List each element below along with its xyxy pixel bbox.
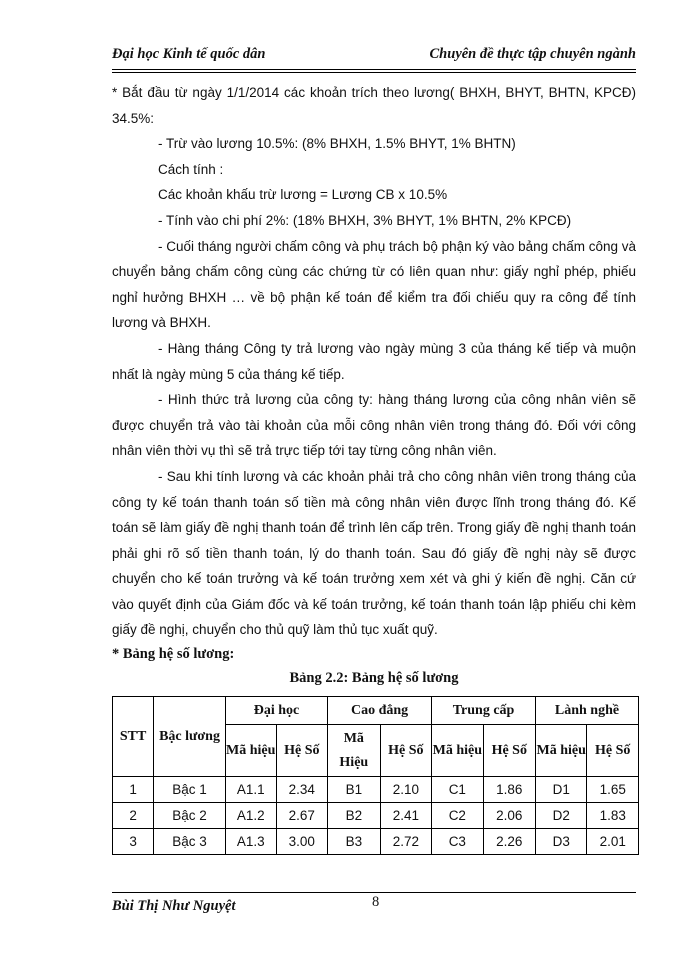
header-group-college: Cao đẳng xyxy=(328,697,432,725)
salary-coefficient-table xyxy=(112,696,639,855)
cell-code: C3 xyxy=(432,829,483,855)
paragraph-salary-deduction: - Trừ vào lương 10.5%: (8% BHXH, 1.5% BHYT, 1% BHTN) xyxy=(158,136,516,152)
footer-divider xyxy=(112,892,636,893)
cell-code: C2 xyxy=(432,803,483,829)
paragraph-contribution-rates: * Bắt đầu từ ngày 1/1/2014 các khoản trích theo lương( BHXH, BHYT, BHTN, KPCĐ) 34.5%: xyxy=(112,85,636,126)
paragraph-calculation-label: Cách tính : xyxy=(158,161,224,177)
cell-coefficient: 2.26 xyxy=(483,829,535,855)
cell-code: B2 xyxy=(328,803,381,829)
table-caption: Bảng 2.2: Bảng hệ số lương xyxy=(289,670,459,686)
header-code: Mã Hiệu xyxy=(328,725,381,777)
cell-coefficient: 2.34 xyxy=(276,777,327,803)
header-divider xyxy=(112,69,636,73)
cell-code: D2 xyxy=(535,803,586,829)
cell-code: A1.1 xyxy=(225,777,276,803)
cell-code: C1 xyxy=(432,777,483,803)
cell-coefficient: 2.67 xyxy=(276,803,327,829)
header-group-skilled: Lành nghề xyxy=(535,697,638,725)
page-header xyxy=(112,46,636,68)
cell-coefficient: 2.72 xyxy=(380,829,431,855)
header-group-vocational: Trung cấp xyxy=(432,697,536,725)
cell-coefficient: 3.00 xyxy=(276,829,327,855)
cell-code: A1.2 xyxy=(225,803,276,829)
paragraph-month-end-process: - Cuối tháng người chấm công và phụ trách bộ phận ký vào bảng chấm công và chuyển bảng chấm công cùng các chứng từ có liên quan như: giấy nghỉ phép, phiếu nghỉ hưởng BHXH … về bộ phận kế toán để kiểm tra đối chiếu quy ra công để tính lương và BHXH. xyxy=(112,238,636,331)
table-row xyxy=(113,777,639,803)
header-stt: STT xyxy=(113,697,154,777)
cell-code: A1.3 xyxy=(225,829,276,855)
page-footer xyxy=(112,896,636,916)
table-row xyxy=(113,829,639,855)
header-report-title: Chuyên đề thực tập chuyên ngành xyxy=(429,46,636,62)
cell-code: D1 xyxy=(535,777,586,803)
cell-grade: Bậc 1 xyxy=(154,777,226,803)
cell-stt: 3 xyxy=(113,829,154,855)
cell-coefficient: 2.06 xyxy=(483,803,535,829)
cell-coefficient: 2.10 xyxy=(380,777,431,803)
cell-code: B1 xyxy=(328,777,381,803)
header-code: Mã hiệu xyxy=(225,725,276,777)
paragraph-pay-date: - Hàng tháng Công ty trả lương vào ngày mùng 3 của tháng kế tiếp và muộn nhất là ngày mùng 5 của tháng kế tiếp. xyxy=(112,340,636,382)
cell-stt: 1 xyxy=(113,777,154,803)
header-university: Đại học Kinh tế quốc dân xyxy=(112,46,266,62)
cell-coefficient: 1.83 xyxy=(587,803,639,829)
paragraph-payment-procedure: - Sau khi tính lương và các khoản phải trả cho công nhân viên trong tháng của công ty kế toán thanh toán số tiền mà công nhân viên được lĩnh trong tháng đó. Kế toán sẽ làm giấy đề nghị thanh toán để trình lên cấp trên. Trong giấy đề nghị thanh toán phải ghi rõ số tiền thanh toán, lý do thanh toán. Sau đó giấy đề nghị này sẽ được chuyển cho kế toán trưởng và kế toán trưởng xem xét và ghi ý kiến đề nghị. Căn cứ vào quyết định của Giám đốc và kế toán trưởng, kế toán thanh toán lập phiếu chi kèm giấy đề nghị, chuyển cho thủ quỹ làm thủ tục xuất quỹ. xyxy=(112,468,636,638)
header-code: Mã hiệu xyxy=(535,725,586,777)
cell-coefficient: 2.01 xyxy=(587,829,639,855)
cell-coefficient: 1.86 xyxy=(483,777,535,803)
paragraph-calculation-formula: Các khoản khấu trừ lương = Lương CB x 10.5% xyxy=(158,187,448,203)
footer-author: Bùi Thị Như Nguyệt xyxy=(112,898,236,914)
header-coefficient: Hệ Số xyxy=(587,725,639,777)
paragraph-payment-method: - Hình thức trả lương của công ty: hàng tháng lương của công nhân viên sẽ được chuyển trả vào tài khoản của mỗi công nhân viên trong tháng đó. Đối với công nhân viên thời vụ thì sẽ trả trực tiếp tới tay từng công nhân viên. xyxy=(112,392,636,459)
cell-coefficient: 1.65 xyxy=(587,777,639,803)
cell-grade: Bậc 3 xyxy=(154,829,226,855)
section-title-salary-coefficient: * Bảng hệ số lương: xyxy=(112,646,235,663)
cell-grade: Bậc 2 xyxy=(154,803,226,829)
page-number: 8 xyxy=(372,894,380,910)
cell-code: B3 xyxy=(328,829,381,855)
document-body xyxy=(112,80,636,665)
paragraph-expense-rate: - Tính vào chi phí 2%: (18% BHXH, 3% BHYT, 1% BHTN, 2% KPCĐ) xyxy=(158,212,572,228)
header-coefficient: Hệ Số xyxy=(380,725,431,777)
header-salary-grade: Bậc lương xyxy=(154,697,226,777)
table-row xyxy=(113,803,639,829)
header-code: Mã hiệu xyxy=(432,725,483,777)
header-group-university: Đại học xyxy=(225,697,327,725)
cell-code: D3 xyxy=(535,829,586,855)
header-coefficient: Hệ Số xyxy=(276,725,327,777)
header-coefficient: Hệ Số xyxy=(483,725,535,777)
cell-stt: 2 xyxy=(113,803,154,829)
cell-coefficient: 2.41 xyxy=(380,803,431,829)
